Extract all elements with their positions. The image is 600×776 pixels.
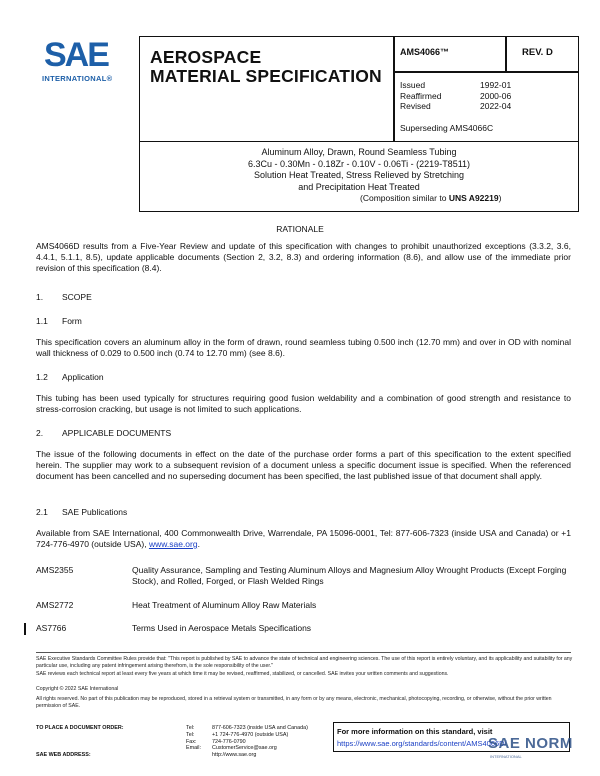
date-block — [400, 80, 560, 112]
change-bar — [24, 623, 26, 635]
section-1-1-heading: 1.1 Form — [36, 316, 82, 326]
date-row-reaffirmed: Reaffirmed 2000-06 — [400, 90, 512, 101]
composition-note: (Composition similar to UNS A92219) — [360, 193, 502, 203]
document-type-title — [150, 48, 382, 86]
ref-text-as7766: Terms Used in Aerospace Metals Specifications — [132, 623, 312, 633]
sae-logo: SAE — [44, 36, 108, 74]
date-row-issued: Issued 1992-01 — [400, 80, 512, 90]
order-tel-intl: +1 724-776-4970 (outside USA) — [212, 731, 289, 738]
section-1-2-text: This tubing has been used typically for structures requiring good fusion weldability and a combination of good strength and resistance to stress-corrosion cracking, but usage is not limited to such applications. — [36, 393, 571, 414]
section-1-2-heading: 1.2 Application — [36, 372, 104, 382]
ref-code-as7766: AS7766 — [36, 623, 67, 633]
footer-copyright: Copyright © 2022 SAE International — [36, 686, 119, 692]
header-divider-horizontal — [393, 71, 579, 73]
ref-text-ams2355: Quality Assurance, Sampling and Testing Aluminum Alloys and Magnesium Alloy Wrought Products (Except Forging Stock), and Rolled, Forged, or Flash Welded Rings — [132, 565, 567, 586]
date-row-revised: Revised 2022-04 — [400, 101, 512, 111]
order-fax: 724-776-0790 — [212, 738, 246, 745]
order-tel-usa: 877-606-7323 (inside USA and Canada) — [212, 725, 308, 731]
ref-code-ams2772: AMS2772 — [36, 600, 74, 610]
ref-code-ams2355: AMS2355 — [36, 565, 74, 575]
ref-text-ams2772: Heat Treatment of Aluminum Alloy Raw Materials — [132, 600, 317, 610]
section-1-heading: 1. SCOPE — [36, 292, 92, 302]
header-divider — [393, 36, 395, 142]
watermark-subtext: INTERNATIONAL — [490, 754, 522, 759]
title-line-2: MATERIAL SPECIFICATION — [150, 66, 382, 86]
revision-label: REV. D — [522, 47, 553, 58]
subject-text: Aluminum Alloy, Drawn, Round Seamless Tubing 6.3Cu - 0.30Mn - 0.18Zr - 0.10V - 0.06Ti - (2219-T8511) Solution Heat Treated, Stress Relieved by Stretching and Precipitation Heat Treated — [247, 147, 471, 192]
footer-divider — [36, 652, 571, 653]
more-info-link[interactable]: https://www.sae.org/standards/content/AMS4066D/ — [337, 739, 507, 748]
section-2-heading: 2. APPLICABLE DOCUMENTS — [36, 428, 172, 438]
sae-logo-subtext: INTERNATIONAL® — [42, 74, 113, 83]
more-info-title: For more information on this standard, visit — [337, 727, 493, 736]
section-1-1-text: This specification covers an aluminum alloy in the form of drawn, round seamless tubing 0.500 inch (12.70 mm) and over in OD with nominal wall thickness of 0.029 to 0.500 inch (0.74 to 12.70 mm) (see 8.6). — [36, 337, 571, 358]
footer-rights-text: All rights reserved. No part of this publication may be reproduced, stored in a retrieval system or transmitted, in any form or by any means, electronic, mechanical, photocopying, recording, or otherwise, without the prior written permission of SAE. — [36, 696, 552, 709]
order-label: TO PLACE A DOCUMENT ORDER: — [36, 725, 124, 731]
rationale-text: AMS4066D results from a Five-Year Review and update of this specification with changes to prohibit unauthorized exceptions (3.3.2, 3.6, 4.4.1, 5.1.1, 8.5), update applicable documents (Section 2, 3.2, 8.3) and ordering information (8.6), and allow use of the immediate prior revision of this specification (8.4). — [36, 241, 571, 273]
order-contact-block: TO PLACE A DOCUMENT ORDER: Tel: 877-606-7323 (inside USA and Canada) Tel: +1 724-776-4970 (outside USA) Fax: 724-776-0790 Email: CustomerService@sae.org SAE WEB ADDRESS: http://www.sae.org — [36, 725, 308, 759]
footer-rules-text: SAE Executive Standards Committee Rules provide that: "This report is published by SAE to advance the state of technical and engineering sciences. The use of this report is entirely voluntary, and its applicability and suitability for any particular use, including any patent infringement arising therefrom, is the sole responsibility of the user." — [36, 656, 573, 669]
watermark-logo: SAE NORM — [488, 735, 573, 752]
superseding-note: Superseding AMS4066C — [400, 123, 494, 133]
sae-web-address[interactable]: http://www.sae.org — [212, 752, 257, 759]
section-2-text: The issue of the following documents in effect on the date of the purchase order forms a part of this specification to the extent specified herein. The supplier may work to a subsequent revision of a document unless a specific document issue is specified. When the referenced document has been cancelled and no superseding document has been specified, the last published issue of that document shall apply. — [36, 449, 571, 481]
section-2-1-text: Available from SAE International, 400 Commonwealth Drive, Warrendale, PA 15096-0001, Tel: 877-606-7323 (inside USA and Canada) or +1 724-776-4970 (outside USA), www.sae.org. — [36, 528, 571, 549]
section-2-1-heading: 2.1 SAE Publications — [36, 507, 128, 517]
rationale-heading: RATIONALE — [276, 224, 324, 234]
footer-review-text: SAE reviews each technical report at least every five years at which time it may be revised, reaffirmed, stabilized, or cancelled. SAE invites your written comments and suggestions. — [36, 671, 449, 677]
web-address-label: SAE WEB ADDRESS: — [36, 752, 91, 759]
header-divider-rev — [505, 36, 507, 72]
title-line-1: AEROSPACE — [150, 47, 262, 67]
order-email[interactable]: CustomerService@sae.org — [212, 745, 277, 752]
sae-website-link[interactable]: www.sae.org — [148, 538, 198, 549]
document-number: AMS4066™ — [400, 47, 450, 57]
